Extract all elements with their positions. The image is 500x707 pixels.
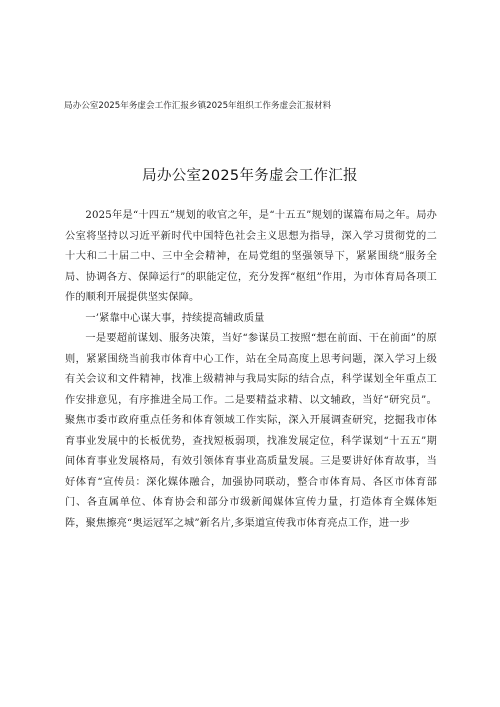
document-header: 局办公室2025年务虚会工作汇报乡镇2025年组织工作务虚会汇报材料: [64, 101, 332, 111]
intro-paragraph: 2025年是“十四五”规划的收官之年，是“十五五”规划的谋篇布局之年。局办公室将坚持以习近平新时代中国特色社会主义思想为指导，深入学习贯彻党的二十大和二十届二中、三中全会精神，在局党组的坚强领导下，紧紧围绕“服务全局、协调各方、保障运行”的职能定位，充分发挥“枢纽”作用，为市体育局各项工作的顺利开展提供坚实保障。: [65, 210, 437, 303]
body-paragraph: 一是要超前谋划、服务决策，当好“参谋员工按照“想在前面、干在前面”的原则，紧紧围绕当前我市体育中心工作，站在全局高度上思考问题，深入学习上级有关会议和文件精神，找准上级精神与我局实际的结合点，科学谋划全年重点工作安排意见，有序推进全局工作。二是要精益求精、以文辅政，当好“研究员”。聚焦市委市政府重点任务和体育领域工作实际，深入开展调查研究，挖掘我市体育事业发展中的长板优势，查找短板弱项，找准发展定位，科学谋划“十五五”期间体育事业发展格局，有效引领体育事业高质量发展。三是要讲好体育故事，当好体育“宣传员：深化媒体融合，加强协同联动，整合市体育局、各区市体育部门、各直属单位、体育协会和部分市级新闻媒体宣传力量，打造体育全媒体矩阵，聚焦擦亮“奥运冠军之城”新名片,多渠道宣传我市体育亮点工作，进一步: [65, 333, 437, 529]
document-title: 局办公室2025年务虚会工作汇报: [142, 168, 358, 184]
document-body: [65, 206, 437, 534]
section-heading: 一’紧靠中心谋大事，持续提高辅政质量: [85, 312, 265, 324]
